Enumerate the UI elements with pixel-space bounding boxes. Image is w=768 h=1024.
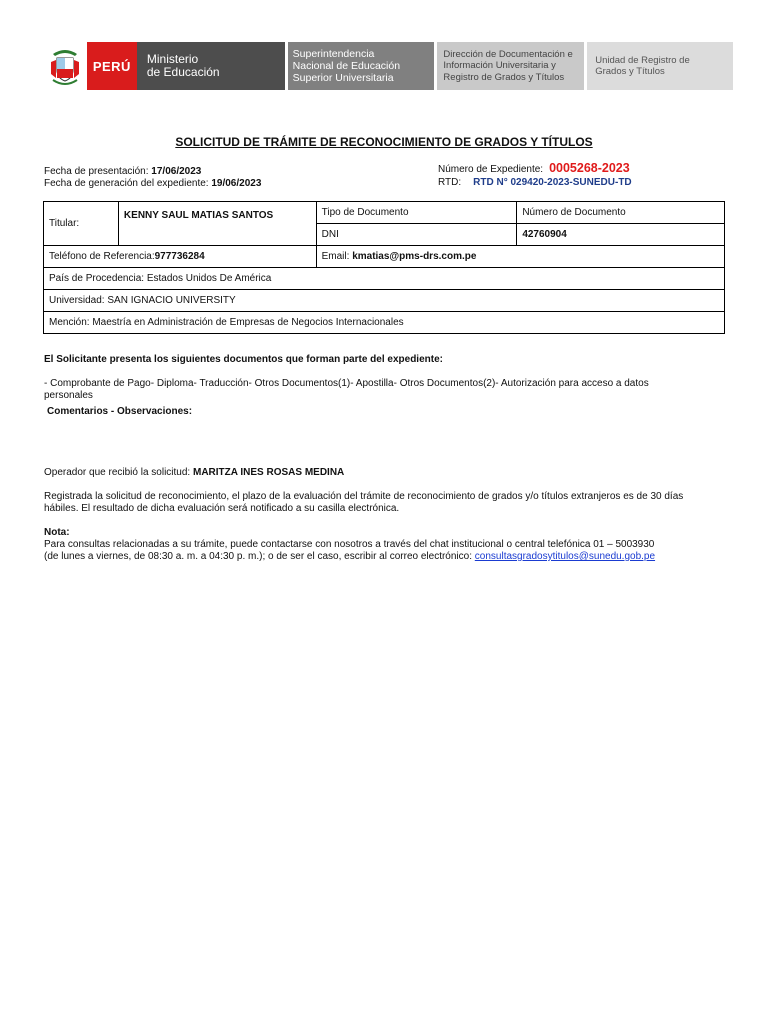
direccion-line-1: Dirección de Documentación e [443, 48, 573, 60]
direccion-block [437, 42, 584, 90]
ministerio-line-2: de Educación [146, 65, 220, 79]
peru-coat-of-arms-icon [43, 42, 87, 90]
rtd-row [438, 176, 632, 189]
email-value: kmatias@pms-drs.com.pe [352, 251, 477, 262]
direccion-line-2: Información Universitaria y [443, 60, 556, 72]
operator-row [44, 467, 344, 479]
documents-heading: El Solicitante presenta los siguientes documentos que forman parte del expediente: [44, 354, 443, 365]
nota-line-1: Para consultas relacionadas a su trámite, puede contactarse con nosotros a través del chat institucional o central telefónica 01 – 5003930 [44, 539, 655, 550]
nota-line-2-text: (de lunes a viernes, de 08:30 a. m. a 04:30 p. m.); o de ser el caso, escribir al correo electrónico: [44, 551, 475, 562]
rtd-value: RTD N° 029420-2023-SUNEDU-TD [473, 177, 632, 188]
unidad-line-2: Grados y Títulos [595, 66, 665, 77]
ministerio-block [137, 42, 285, 90]
operator-label: Operador que recibió la solicitud: [44, 467, 193, 478]
tipo-documento-label: Tipo de Documento [316, 202, 517, 224]
titular-value: KENNY SAUL MATIAS SANTOS [118, 202, 316, 246]
operator-value: MARITZA INES ROSAS MEDINA [192, 467, 345, 478]
expediente-row [438, 162, 632, 176]
numero-documento-label: Número de Documento [517, 202, 725, 224]
unidad-block [587, 42, 733, 90]
comments-heading: Comentarios - Observaciones: [47, 406, 193, 417]
expediente-number: 0005268-2023 [549, 161, 630, 175]
fecha-generacion-row [44, 178, 261, 190]
dates-block [44, 166, 261, 190]
fecha-generacion-label: Fecha de generación del expediente: [44, 178, 212, 189]
nota-heading: Nota: [44, 527, 70, 538]
numero-documento-value: 42760904 [517, 224, 725, 246]
mencion: Mención: Maestría en Administración de Empresas de Negocios Internacionales [44, 312, 725, 334]
universidad: Universidad: SAN IGNACIO UNIVERSITY [44, 290, 725, 312]
nota-body [44, 539, 734, 563]
peru-brand-block [87, 42, 137, 90]
fecha-presentacion-row [44, 166, 261, 178]
expediente-label: Número de Expediente: [438, 164, 544, 175]
telefono-label: Teléfono de Referencia: [49, 251, 155, 262]
document-title: SOLICITUD DE TRÁMITE DE RECONOCIMIENTO DE GRADOS Y TÍTULOS [175, 135, 593, 149]
sunedu-line-1: Superintendencia [292, 48, 375, 60]
fecha-presentacion-label: Fecha de presentación: [44, 166, 152, 177]
ministerio-line-1: Ministerio [146, 52, 199, 66]
nota-line-2 [44, 551, 734, 563]
registered-text: Registrada la solicitud de reconocimiento, el plazo de la evaluación del trámite de reconocimiento de grados y/o títulos extranjeros es de 30 días hábiles. El resultado de dicha evaluación será notificado a su casilla electrónica. [44, 491, 684, 514]
email-cell [316, 246, 724, 268]
fecha-generacion-value: 19/06/2023 [211, 178, 262, 189]
sunedu-block [288, 42, 435, 90]
fecha-presentacion-value: 17/06/2023 [151, 166, 202, 177]
documents-list: - Comprobante de Pago- Diploma- Traducción- Otros Documentos(1)- Apostilla- Otros Documentos(2)- Autorización para acceso a datos personales [44, 378, 649, 401]
tipo-documento-value: DNI [316, 224, 517, 246]
email-label: Email: [321, 251, 353, 262]
sunedu-line-3: Superior Universitaria [292, 72, 394, 84]
sunedu-line-2: Nacional de Educación [292, 60, 401, 72]
support-email-link[interactable]: consultasgradosytitulos@sunedu.gob.pe [474, 551, 656, 562]
direccion-line-3: Registro de Grados y Títulos [443, 71, 565, 83]
telefono-cell [44, 246, 317, 268]
telefono-value: 977736284 [154, 251, 205, 262]
applicant-table [43, 201, 725, 334]
expediente-block [438, 162, 632, 189]
peru-label: PERÚ [92, 58, 131, 74]
titular-label: Titular: [44, 202, 119, 246]
institutional-header [43, 42, 733, 90]
unidad-line-1: Unidad de Registro de [595, 54, 690, 66]
rtd-label: RTD: [438, 177, 462, 188]
pais-procedencia: País de Procedencia: Estados Unidos De América [44, 268, 725, 290]
